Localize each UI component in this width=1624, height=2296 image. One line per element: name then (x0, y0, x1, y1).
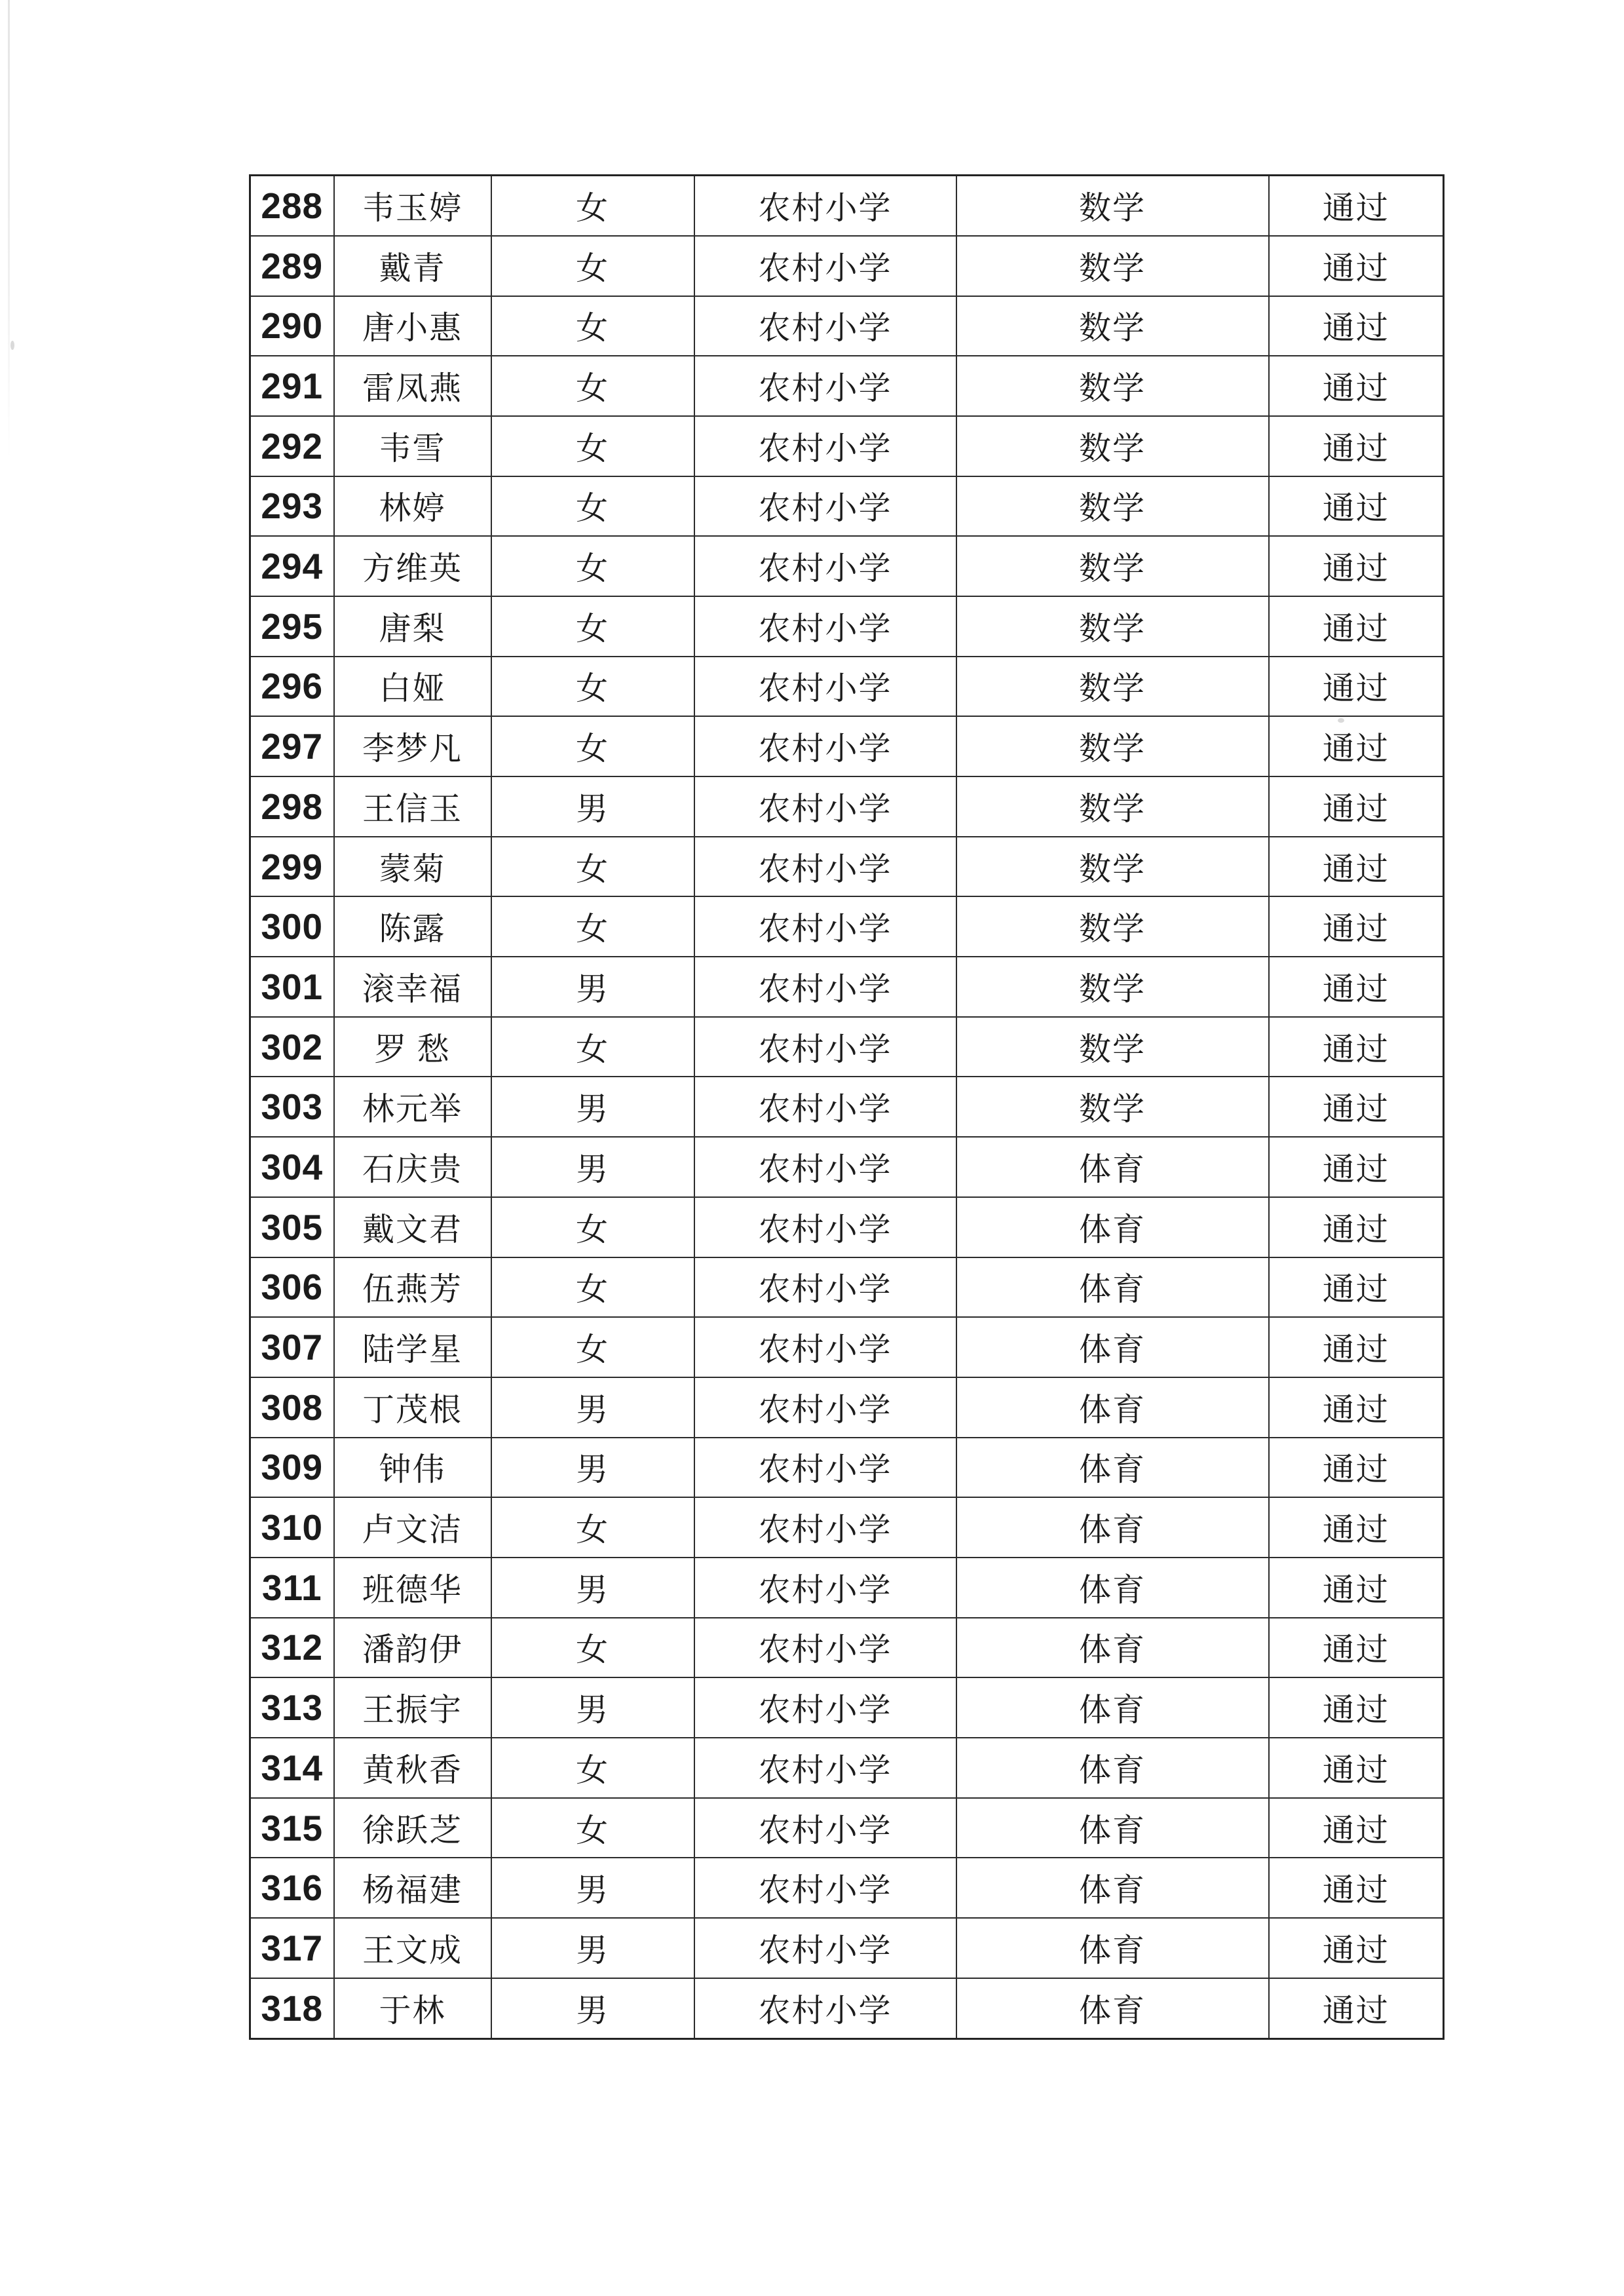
gender-cell: 男 (491, 1077, 694, 1137)
gender-cell: 女 (491, 476, 694, 537)
school-cell: 农村小学 (694, 1978, 956, 2039)
subject-cell: 体育 (956, 1738, 1269, 1798)
gender-cell: 女 (491, 416, 694, 476)
subject-cell: 数学 (956, 776, 1269, 837)
subject-cell: 数学 (956, 536, 1269, 596)
table-row (250, 1677, 1444, 1738)
name-cell: 戴青 (334, 236, 491, 296)
table-row (250, 1438, 1444, 1498)
name-cell: 王信玉 (334, 776, 491, 837)
status-cell: 通过 (1269, 1137, 1444, 1197)
row-number-cell: 316 (250, 1858, 334, 1918)
gender-cell: 女 (491, 536, 694, 596)
school-cell: 农村小学 (694, 596, 956, 657)
row-number-cell: 318 (250, 1978, 334, 2039)
gender-cell: 男 (491, 1558, 694, 1618)
gender-cell: 女 (491, 236, 694, 296)
gender-cell: 女 (491, 296, 694, 356)
gender-cell: 男 (491, 1918, 694, 1978)
subject-cell: 体育 (956, 1558, 1269, 1618)
name-cell: 伍燕芳 (334, 1257, 491, 1318)
table-row (250, 536, 1444, 596)
gender-cell: 男 (491, 776, 694, 837)
row-number-cell: 298 (250, 776, 334, 837)
row-number-cell: 288 (250, 176, 334, 236)
subject-cell: 数学 (956, 236, 1269, 296)
gender-cell: 女 (491, 1738, 694, 1798)
table-row (250, 1558, 1444, 1618)
school-cell: 农村小学 (694, 716, 956, 776)
school-cell: 农村小学 (694, 1137, 956, 1197)
table-row (250, 1858, 1444, 1918)
school-cell: 农村小学 (694, 1377, 956, 1438)
row-number-cell: 302 (250, 1017, 334, 1077)
row-number-cell: 311 (250, 1558, 334, 1618)
school-cell: 农村小学 (694, 1317, 956, 1377)
status-cell: 通过 (1269, 776, 1444, 837)
row-number-cell: 296 (250, 657, 334, 717)
gender-cell: 女 (491, 1618, 694, 1678)
row-number-cell: 304 (250, 1137, 334, 1197)
scanner-edge-artifact (8, 0, 10, 459)
row-number-cell: 299 (250, 837, 334, 897)
school-cell: 农村小学 (694, 1858, 956, 1918)
subject-cell: 体育 (956, 1317, 1269, 1377)
name-cell: 钟伟 (334, 1438, 491, 1498)
school-cell: 农村小学 (694, 1257, 956, 1318)
gender-cell: 男 (491, 957, 694, 1017)
name-cell: 黄秋香 (334, 1738, 491, 1798)
school-cell: 农村小学 (694, 1618, 956, 1678)
scan-speck (10, 341, 14, 350)
name-cell: 戴文君 (334, 1197, 491, 1257)
status-cell: 通过 (1269, 596, 1444, 657)
subject-cell: 体育 (956, 1858, 1269, 1918)
school-cell: 农村小学 (694, 536, 956, 596)
status-cell: 通过 (1269, 1558, 1444, 1618)
row-number-cell: 313 (250, 1677, 334, 1738)
table-row (250, 1077, 1444, 1137)
status-cell: 通过 (1269, 1257, 1444, 1318)
gender-cell: 女 (491, 356, 694, 416)
name-cell: 蒙菊 (334, 837, 491, 897)
gender-cell: 女 (491, 1798, 694, 1858)
subject-cell: 数学 (956, 476, 1269, 537)
gender-cell: 女 (491, 896, 694, 957)
school-cell: 农村小学 (694, 837, 956, 897)
row-number-cell: 292 (250, 416, 334, 476)
name-cell: 韦玉婷 (334, 176, 491, 236)
subject-cell: 数学 (956, 176, 1269, 236)
name-cell: 雷凤燕 (334, 356, 491, 416)
school-cell: 农村小学 (694, 176, 956, 236)
school-cell: 农村小学 (694, 476, 956, 537)
status-cell: 通过 (1269, 1918, 1444, 1978)
table-row (250, 416, 1444, 476)
status-cell: 通过 (1269, 1438, 1444, 1498)
school-cell: 农村小学 (694, 1438, 956, 1498)
subject-cell: 体育 (956, 1438, 1269, 1498)
name-cell: 丁茂根 (334, 1377, 491, 1438)
row-number-cell: 289 (250, 236, 334, 296)
gender-cell: 女 (491, 1317, 694, 1377)
school-cell: 农村小学 (694, 1738, 956, 1798)
name-cell: 王振宇 (334, 1677, 491, 1738)
status-cell: 通过 (1269, 476, 1444, 537)
name-cell: 潘韵伊 (334, 1618, 491, 1678)
gender-cell: 女 (491, 176, 694, 236)
table-row (250, 1618, 1444, 1678)
school-cell: 农村小学 (694, 776, 956, 837)
status-cell: 通过 (1269, 837, 1444, 897)
status-cell: 通过 (1269, 1677, 1444, 1738)
row-number-cell: 310 (250, 1497, 334, 1558)
school-cell: 农村小学 (694, 236, 956, 296)
gender-cell: 男 (491, 1137, 694, 1197)
school-cell: 农村小学 (694, 1077, 956, 1137)
table-row (250, 1798, 1444, 1858)
subject-cell: 数学 (956, 657, 1269, 717)
status-cell: 通过 (1269, 1077, 1444, 1137)
name-cell: 于林 (334, 1978, 491, 2039)
status-cell: 通过 (1269, 1798, 1444, 1858)
subject-cell: 数学 (956, 416, 1269, 476)
row-number-cell: 291 (250, 356, 334, 416)
row-number-cell: 306 (250, 1257, 334, 1318)
table-row (250, 1918, 1444, 1978)
subject-cell: 数学 (956, 356, 1269, 416)
school-cell: 农村小学 (694, 896, 956, 957)
status-cell: 通过 (1269, 1978, 1444, 2039)
school-cell: 农村小学 (694, 1197, 956, 1257)
table-row (250, 837, 1444, 897)
row-number-cell: 315 (250, 1798, 334, 1858)
subject-cell: 体育 (956, 1918, 1269, 1978)
table-row (250, 596, 1444, 657)
subject-cell: 数学 (956, 296, 1269, 356)
name-cell: 林婷 (334, 476, 491, 537)
table-row (250, 1377, 1444, 1438)
name-cell: 徐跃芝 (334, 1798, 491, 1858)
subject-cell: 体育 (956, 1197, 1269, 1257)
row-number-cell: 301 (250, 957, 334, 1017)
gender-cell: 女 (491, 1017, 694, 1077)
school-cell: 农村小学 (694, 1918, 956, 1978)
subject-cell: 数学 (956, 957, 1269, 1017)
row-number-cell: 312 (250, 1618, 334, 1678)
status-cell: 通过 (1269, 356, 1444, 416)
name-cell: 滚幸福 (334, 957, 491, 1017)
row-number-cell: 294 (250, 536, 334, 596)
row-number-cell: 305 (250, 1197, 334, 1257)
status-cell: 通过 (1269, 1377, 1444, 1438)
name-cell: 白娅 (334, 657, 491, 717)
subject-cell: 体育 (956, 1257, 1269, 1318)
row-number-cell: 314 (250, 1738, 334, 1798)
status-cell: 通过 (1269, 1017, 1444, 1077)
status-cell: 通过 (1269, 536, 1444, 596)
table-row (250, 1017, 1444, 1077)
subject-cell: 体育 (956, 1978, 1269, 2039)
status-cell: 通过 (1269, 176, 1444, 236)
subject-cell: 体育 (956, 1798, 1269, 1858)
school-cell: 农村小学 (694, 1677, 956, 1738)
row-number-cell: 317 (250, 1918, 334, 1978)
gender-cell: 女 (491, 596, 694, 657)
table-row (250, 1137, 1444, 1197)
subject-cell: 体育 (956, 1618, 1269, 1678)
table-row (250, 1738, 1444, 1798)
status-cell: 通过 (1269, 1497, 1444, 1558)
gender-cell: 女 (491, 657, 694, 717)
name-cell: 卢文洁 (334, 1497, 491, 1558)
subject-cell: 体育 (956, 1137, 1269, 1197)
school-cell: 农村小学 (694, 416, 956, 476)
name-cell: 王文成 (334, 1918, 491, 1978)
subject-cell: 体育 (956, 1497, 1269, 1558)
school-cell: 农村小学 (694, 657, 956, 717)
gender-cell: 女 (491, 1497, 694, 1558)
table-row (250, 476, 1444, 537)
status-cell: 通过 (1269, 957, 1444, 1017)
status-cell: 通过 (1269, 236, 1444, 296)
school-cell: 农村小学 (694, 1497, 956, 1558)
name-cell: 韦雪 (334, 416, 491, 476)
status-cell: 通过 (1269, 296, 1444, 356)
table-row (250, 296, 1444, 356)
name-cell: 唐梨 (334, 596, 491, 657)
table-row (250, 896, 1444, 957)
table-row (250, 776, 1444, 837)
status-cell: 通过 (1269, 657, 1444, 717)
gender-cell: 女 (491, 1257, 694, 1318)
table-row (250, 1257, 1444, 1318)
subject-cell: 数学 (956, 896, 1269, 957)
status-cell: 通过 (1269, 1618, 1444, 1678)
gender-cell: 男 (491, 1438, 694, 1498)
name-cell: 陆学星 (334, 1317, 491, 1377)
row-number-cell: 290 (250, 296, 334, 356)
name-cell: 陈露 (334, 896, 491, 957)
subject-cell: 数学 (956, 716, 1269, 776)
school-cell: 农村小学 (694, 1017, 956, 1077)
name-cell: 罗 愁 (334, 1017, 491, 1077)
gender-cell: 男 (491, 1377, 694, 1438)
table-row (250, 1978, 1444, 2039)
subject-cell: 数学 (956, 1017, 1269, 1077)
table-row (250, 176, 1444, 236)
gender-cell: 女 (491, 716, 694, 776)
gender-cell: 男 (491, 1978, 694, 2039)
pass-list-body (250, 176, 1444, 2039)
table-row (250, 716, 1444, 776)
school-cell: 农村小学 (694, 296, 956, 356)
name-cell: 李梦凡 (334, 716, 491, 776)
subject-cell: 数学 (956, 837, 1269, 897)
gender-cell: 女 (491, 1197, 694, 1257)
row-number-cell: 300 (250, 896, 334, 957)
table-row (250, 657, 1444, 717)
status-cell: 通过 (1269, 716, 1444, 776)
table-row (250, 957, 1444, 1017)
table-row (250, 236, 1444, 296)
gender-cell: 男 (491, 1858, 694, 1918)
table-row (250, 356, 1444, 416)
table-row (250, 1317, 1444, 1377)
row-number-cell: 297 (250, 716, 334, 776)
school-cell: 农村小学 (694, 957, 956, 1017)
gender-cell: 女 (491, 837, 694, 897)
school-cell: 农村小学 (694, 356, 956, 416)
name-cell: 方维英 (334, 536, 491, 596)
status-cell: 通过 (1269, 416, 1444, 476)
row-number-cell: 303 (250, 1077, 334, 1137)
status-cell: 通过 (1269, 1738, 1444, 1798)
status-cell: 通过 (1269, 1197, 1444, 1257)
subject-cell: 数学 (956, 596, 1269, 657)
status-cell: 通过 (1269, 1317, 1444, 1377)
table-row (250, 1197, 1444, 1257)
row-number-cell: 293 (250, 476, 334, 537)
table-row (250, 1497, 1444, 1558)
name-cell: 唐小惠 (334, 296, 491, 356)
subject-cell: 体育 (956, 1377, 1269, 1438)
name-cell: 杨福建 (334, 1858, 491, 1918)
row-number-cell: 307 (250, 1317, 334, 1377)
row-number-cell: 309 (250, 1438, 334, 1498)
pass-list-table (249, 174, 1445, 2040)
subject-cell: 体育 (956, 1677, 1269, 1738)
name-cell: 石庆贵 (334, 1137, 491, 1197)
status-cell: 通过 (1269, 1858, 1444, 1918)
name-cell: 班德华 (334, 1558, 491, 1618)
row-number-cell: 308 (250, 1377, 334, 1438)
name-cell: 林元举 (334, 1077, 491, 1137)
row-number-cell: 295 (250, 596, 334, 657)
subject-cell: 数学 (956, 1077, 1269, 1137)
status-cell: 通过 (1269, 896, 1444, 957)
school-cell: 农村小学 (694, 1798, 956, 1858)
gender-cell: 男 (491, 1677, 694, 1738)
school-cell: 农村小学 (694, 1558, 956, 1618)
